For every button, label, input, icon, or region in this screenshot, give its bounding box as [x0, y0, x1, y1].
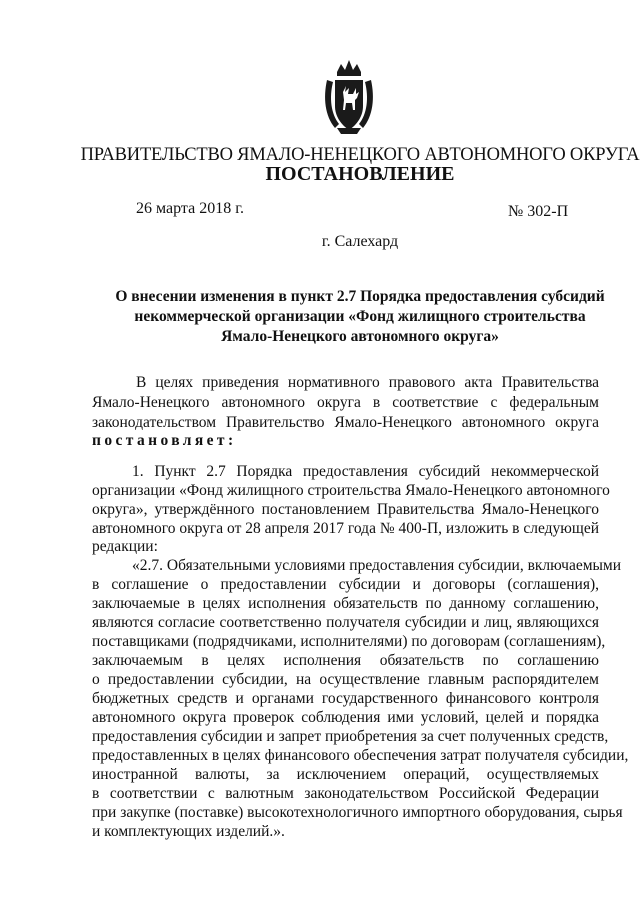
quote-line: иностранной валюты, за исключением операций, осуществляемых	[92, 766, 599, 783]
item-line: автономного округа от 28 апреля 2017 года № 400-П, изложить в следующей	[92, 520, 599, 537]
preamble-line: Ямало-Ненецкого автономного округа в соответствие с федеральным	[92, 394, 599, 411]
document-type-title: ПОСТАНОВЛЕНИЕ	[265, 163, 455, 185]
government-name: ПРАВИТЕЛЬСТВО ЯМАЛО-НЕНЕЦКОГО АВТОНОМНОГО ОКРУГА	[80, 145, 640, 165]
document-city: г. Салехард	[321, 233, 399, 250]
quote-line: в соглашение о предоставлении субсидии и договоры (соглашения),	[92, 576, 599, 593]
quote-line: бюджетных средств и органами государственного финансового контроля	[92, 690, 599, 707]
resolves-word: постановляет:	[92, 432, 237, 449]
quote-line: «2.7. Обязательными условиями предоставления субсидии, включаемыми	[132, 557, 622, 574]
item-line: округа», утверждённого постановлением Правительства Ямало-Ненецкого	[92, 501, 599, 518]
quote-line: и комплектующих изделий.».	[92, 823, 285, 840]
quote-line: при закупке (поставке) высокотехнологичного импортного оборудования, сырья	[92, 804, 623, 821]
quote-line: заключаемые в целях исполнения обязательств по данному соглашению,	[92, 595, 599, 612]
quote-line: заключаемым в целях исполнения обязательств по соглашению	[92, 652, 599, 669]
subject-line: О внесении изменения в пункт 2.7 Порядка предоставления субсидий	[115, 288, 605, 305]
quote-line: в соответствии с валютным законодательством Российской Федерации	[92, 785, 599, 802]
quote-line: о предоставлении субсидии, на осуществление главным распорядителем	[92, 671, 599, 688]
subject-line: Ямало-Ненецкого автономного округа»	[221, 328, 499, 345]
item-line: редакции:	[92, 538, 158, 555]
item-line: 1. Пункт 2.7 Порядка предоставления субсидий некоммерческой	[132, 463, 599, 480]
document-number: № 302-П	[508, 203, 569, 220]
quote-line: предоставления субсидии и запрет приобретения за счет полученных средств,	[92, 728, 609, 745]
coat-of-arms-icon	[321, 58, 377, 138]
quote-line: являются согласие соответственно получателя субсидии и лиц, являющихся	[92, 614, 599, 631]
quote-line: предоставленных в целях финансового обеспечения затрат получателя субсидии,	[92, 747, 629, 764]
item-line: организации «Фонд жилищного строительства Ямало-Ненецкого автономного	[92, 482, 610, 499]
quote-line: поставщиками (подрядчиками, исполнителями) по договорам (соглашениям),	[92, 633, 606, 650]
preamble-line: законодательством Правительство Ямало-Ненецкого автономного округа	[92, 414, 599, 431]
quote-line: автономного округа проверок соблюдения ими условий, целей и порядка	[92, 709, 599, 726]
preamble-line: В целях приведения нормативного правового акта Правительства	[136, 374, 599, 391]
document-date: 26 марта 2018 г.	[136, 200, 244, 217]
subject-line: некоммерческой организации «Фонд жилищного строительства	[134, 308, 586, 325]
